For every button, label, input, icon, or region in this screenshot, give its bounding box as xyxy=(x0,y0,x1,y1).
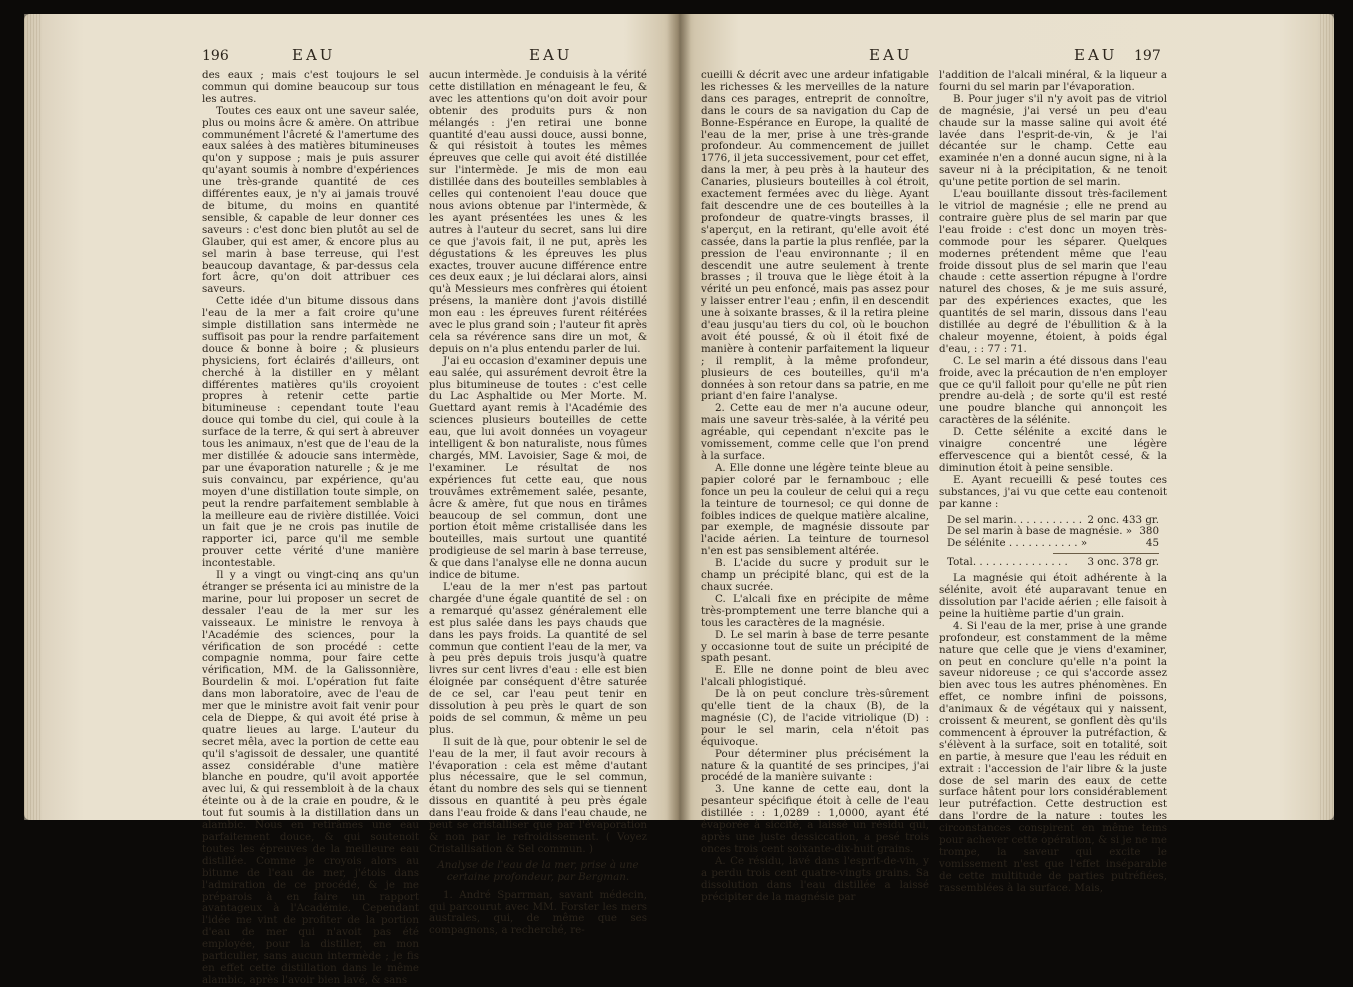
paragraph: Toutes ces eaux ont une saveur salée, plus ou moins âcre & amère. On attribue communément l'âcreté & l'amertume des eaux salées à des matières bitumineuses qu'on y suppose ; mais je puis assurer qu'ayant soumis à nombre d'expériences une très-grande quantité de ces différentes eaux, je n'y ai jamais trouvé de bitume, du moins en quantité sensible, & capable de leur donner ces saveurs : c'est donc bien plutôt au sel de Glauber, qui est amer, & encore plus au sel marin à base terreuse, qui l'est beaucoup davantage, & par-dessus cela fort âcre, qu'on doit attribuer ces saveurs. xyxy=(202,104,419,296)
paragraph: De là on peut conclure très-sûrement qu'elle tient de la chaux (B), de la magnésie (C), de l'acide vitriolique (D) : pour le sel marin, cela n'étoit pas équivoque. xyxy=(701,688,929,748)
paragraph: La magnésie qui étoit adhérente à la sélénite, avoit été auparavant tenue en dissolution par l'acide aérien ; elle faisoit à peine la huitième partie d'un grain. xyxy=(939,572,1167,620)
table-label: De sel marin. . . . . . . . . . . xyxy=(947,513,1083,526)
paragraph: Il y a vingt ou vingt-cinq ans qu'un étranger se présenta ici au ministre de la marine, pour lui proposer un secret de dessaler l'eau de la mer sur les vaisseaux. Le ministre le renvoya à l'Académie des sciences, pour la vérification de son procédé : cette compagnie nomma, pour faire cette vérification, MM. de la Galissonnière, Bourdelin & moi. L'opération fut faite dans mon laboratoire, avec de l'eau de mer que le ministre avoit fait venir pour cela de Dieppe, & qui avoit été prise à quatre lieues au large. L'auteur du secret mêla, avec la portion de cette eau qu'il s'agissoit de dessaler, une quantité assez considérable d'une matière blanche en poudre, qu'il avoit apportée avec lui, & qui ressembloit à de la chaux éteinte ou à de la craie en poudre, & le tout fut soumis à la distillation dans un alambic. Nous en retirâmes une eau parfaitement douce, & qui soutenoit toutes les épreuves de la meilleure eau distillée. Comme je croyois alors au bitume de l'eau de mer, j'étois dans l'admiration de ce procédé, & je me préparois à en faire un rapport avantageux à l'Académie. Cependant l'idée me vint de profiter de la portion d'eau de mer qui n'avoit pas été employée, pour la distiller, en mon particulier, sans aucun intermède ; je fis en effet cette distillation dans le même alambic, après l'avoir bien lavé, & sans xyxy=(202,569,419,986)
table-value: 45 xyxy=(1145,537,1159,550)
paragraph: L'eau de la mer n'est pas partout chargée d'une égale quantité de sel : on a remarqué qu'assez généralement elle est plus salée dans les pays chauds que dans les pays froids. La quantité de sel commun que contient l'eau de la mer, va à peu près depuis trois jusqu'à quatre livres sur cent livres d'eau : elle est bien éloignée par conséquent d'être saturée de ce sel, car l'eau peut tenir en dissolution à peu près le quart de son poids de sel commun, & même un peu plus. xyxy=(429,580,647,736)
right-header-left: EAU xyxy=(869,46,913,64)
section-title: Analyse de l'eau de la mer, prise à une certaine profondeur, par Bergman. xyxy=(437,858,639,883)
paragraph: 4. Si l'eau de la mer, prise à une grande profondeur, est constamment de la même nature que celle que je viens d'examiner, on peut en conclure qu'elle n'a point la saveur nidoreuse ; ce qui s'accorde assez bien avec tous les autres phénomènes. En effet, ce nombre infini de poissons, d'animaux & de végétaux qui y naissent, croissent & meurent, se gonflent dès qu'ils commencent à éprouver la putréfaction, & s'élèvent à la surface, soit en totalité, soit en partie, à mesure que l'eau les réduit en extrait : l'accession de l'air libre & la juste dose de sel marin des eaux de cette surface hâtent pour lors considérablement leur putréfaction. Cette destruction est dans l'ordre de la nature : toutes les circonstances conspirent en même tems pour achever cette opération, & si je ne me trompe, la saveur qui excite le vomissement n'est que l'effet inséparable de cette multitude de parties putréfiées, rassemblées à la surface. Mais, xyxy=(939,619,1167,894)
right-page-number: 197 xyxy=(1134,48,1161,64)
paragraph: E. Ayant recueilli & pesé toutes ces substances, j'ai vu que cette eau contenoit par kanne : xyxy=(939,473,1167,510)
paragraph: C. L'alcali fixe en précipite de même très-promptement une terre blanche qui a tous les caractères de la magnésie. xyxy=(701,592,929,629)
paragraph: B. Pour juger s'il n'y avoit pas de vitriol de magnésie, j'ai versé un peu d'eau chaude sur la masse saline qui avoit été lavée dans l'esprit-de-vin, & je l'ai décantée sur le champ. Cette eau examinée n'en a donné aucun signe, ni à la saveur ni à la précipitation, & ne tenoit qu'une petite portion de sel marin. xyxy=(939,92,1167,189)
paragraph: A. Elle donne une légère teinte bleue au papier coloré par le fernambouc ; elle fonce un peu la couleur de celui qui a reçu la teinture de tournesol; ce qui donne de foibles indices de quelque matière alcaline, par exemple, de magnésie dissoute par l'acide aérien. La teinture de tournesol n'en est pas sensiblement altérée. xyxy=(701,461,929,558)
table-row xyxy=(947,538,1159,550)
table-total-row xyxy=(947,557,1159,569)
paragraph: D. Cette sélénite a excité dans le vinaigre concentré une légère effervescence qui a bientôt cessé, & la diminution étoit à peine sensible. xyxy=(939,426,1167,474)
paragraph: A. Ce résidu, lavé dans l'esprit-de-vin, y a perdu trois cent quatre-vingts grains. Sa dissolution dans l'eau distillée a laissé précipiter de la magnésie par xyxy=(701,854,929,903)
left-column-2 xyxy=(429,69,647,937)
paragraph: L'eau bouillante dissout très-facilement le vitriol de magnésie ; elle ne prend au contraire guère plus de sel marin par que l'eau froide : c'est donc un moyen très-commode pour les séparer. Quelques modernes prétendent même que l'eau froide dissout plus de sel marin que l'eau chaude : cette assertion répugne à l'ordre naturel des choses, & je me suis assuré, par des expériences exactes, que les quantités de sel marin, dissous dans l'eau distillée au degré de l'ébullition & à la chaleur moyenne, étoient, à poids égal d'eau, : : 77 : 71. xyxy=(939,188,1167,355)
paragraph: Il suit de là que, pour obtenir le sel de l'eau de la mer, il faut avoir recours à l'évaporation : cela est même d'autant plus nécessaire, que le sel commun, étant du nombre des sels qui se tiennent dissous en quantité à peu près égale dans l'eau froide & dans l'eau chaude, ne peut se cristalliser que par l'évaporation & non par le refroidissement. ( Voyez Cristallisation & Sel commun. ) xyxy=(429,735,647,855)
left-header-right: EAU xyxy=(529,46,573,64)
paragraph: Pour déterminer plus précisément la nature & la quantité de ses principes, j'ai procédé de la manière suivante : xyxy=(701,747,929,784)
page-edge-left xyxy=(24,14,42,820)
right-column-2 xyxy=(939,69,1167,894)
table-label: De sélénite . . . . . . . . . . . » xyxy=(947,537,1088,550)
paragraph: J'ai eu occasion d'examiner depuis une eau salée, qui assurément devroit être la plus bitumineuse de toutes : c'est celle du Lac Asphaltide ou Mer Morte. M. Guettard ayant remis à l'Académie des sciences plusieurs bouteilles de cette eau, que lui avoit données un voyageur intelligent & bon naturaliste, nous fûmes chargés, MM. Lavoisier, Sage & moi, de l'examiner. Le résultat de nos expériences fut cette eau, que nous trouvâmes extrêmement salée, pesante, âcre & amère, fut que nous en tirâmes beaucoup de sel commun, dont une portion étoit même cristallisée dans les bouteilles, mais surtout une quantité prodigieuse de sel marin à base terreuse, & que dans l'analyse elle ne donna aucun indice de bitume. xyxy=(429,354,647,582)
paragraph: 2. Cette eau de mer n'a aucune odeur, mais une saveur très-salée, à la vérité peu agréable, qui cependant n'excite pas le vomissement, comme celle que l'on prend à la surface. xyxy=(701,402,929,462)
table-rule xyxy=(1053,553,1159,554)
page-edge-right xyxy=(1318,14,1334,820)
total-label: Total. . . . . . . . . . . . . . . xyxy=(947,556,1068,569)
paragraph: Cette idée d'un bitume dissous dans l'eau de la mer a fait croire qu'une simple distillation sans intermède ne suffisoit pas pour la rendre parfaitement douce & bonne à boire ; & plusieurs physiciens, fort éclairés d'ailleurs, ont cherché à la distiller en y mêlant différentes matières qu'ils croyoient propres à retenir cette partie bitumineuse : cependant toute l'eau douce qui tombe du ciel, qui coule à la surface de la terre, & qui sert à abreuver tous les animaux, n'est que de l'eau de la mer distillée & adoucie sans intermède, par une évaporation naturelle ; & je me suis convaincu, par expérience, qu'au moyen d'une distillation toute simple, on peut la rendre parfaitement semblable à la meilleure eau de rivière distillée. Voici un fait que je ne crois pas inutile de rapporter ici, parce qu'il me semble prouver cette vérité d'une manière incontestable. xyxy=(202,295,419,570)
paragraph: C. Le sel marin a été dissous dans l'eau froide, avec la précaution de n'en employer que ce qu'il falloit pour qu'elle ne pût rien prendre au-delà ; de sorte qu'il est resté une poudre blanche qui annonçoit les caractères de la sélénite. xyxy=(939,354,1167,427)
paragraph: cueilli & décrit avec une ardeur infatigable les richesses & les merveilles de la nature dans ces parages, entreprit de connoître, dans le cours de sa navigation du Cap de Bonne-Espérance en Europe, la qualité de l'eau de la mer, prise à une très-grande profondeur. Au commencement de juillet 1776, il jeta successivement, pour cet effet, dans la mer, à peu près à la hauteur des Canaries, plusieurs bouteilles à col étroit, exactement fermées avec du liège. Ayant fait descendre une de ces bouteilles à la profondeur de quatre-vingts brasses, il s'aperçut, en la retirant, qu'elle avoit été cassée, dans la partie la plus renflée, par la pression de l'eau environnante ; il en descendit une autre seulement à trente brasses ; il trouva que le liège étoit à la vérité un peu enfoncé, mais pas assez pour y laisser entrer l'eau ; enfin, il en descendit une à soixante brasses, & il la retira pleine d'eau jusqu'au tiers du col, où le bouchon avoit été poussé, & où il étoit fixé de manière à contenir parfaitement la liqueur ; il remplit, à la même profondeur, plusieurs de ces bouteilles, qu'il m'a données à son retour dans sa patrie, en me priant d'en faire l'analyse. xyxy=(701,69,929,403)
right-header-right: EAU xyxy=(1074,46,1118,64)
paragraph: 1. André Sparrman, savant médecin, qui parcourut avec MM. Forster les mers australes, qui, de même que ses compagnons, a recherché, re- xyxy=(429,888,647,937)
composition-table xyxy=(947,515,1159,570)
paragraph: B. L'acide du sucre y produit sur le champ un précipité blanc, qui est de la chaux sucrée. xyxy=(701,557,929,593)
book-gutter xyxy=(667,14,691,820)
table-label: De sel marin à base de magnésie. » xyxy=(947,525,1133,538)
paragraph: 3. Une kanne de cette eau, dont la pesanteur spécifique étoit à celle de l'eau distillée : : 1,0289 : 1,0000, ayant été évaporée à siccité, a laissé un résidu qui, après une juste dessiccation, a pesé trois onces trois cent soixante-dix-huit grains. xyxy=(701,783,929,855)
left-page-number: 196 xyxy=(202,48,229,64)
right-column-1 xyxy=(701,69,929,903)
total-value: 3 onc. 378 gr. xyxy=(1087,556,1159,569)
right-page xyxy=(679,14,1334,903)
open-book xyxy=(24,14,1334,986)
left-column-1 xyxy=(202,69,419,986)
left-page xyxy=(24,14,679,986)
paragraph: aucun intermède. Je conduisis à la vérité cette distillation en ménageant le feu, & avec les attentions qu'on doit avoir pour obtenir des produits purs & non mélangés : j'en retirai une bonne quantité d'eau aussi douce, aussi bonne, & qui résistoit à toutes les mêmes épreuves que celle qui avoit été distillée sur l'intermède. Je mis de mon eau distillée dans des bouteilles semblables à celles qui contenoient l'eau douce que nous avions obtenue par l'intermède, & les ayant présentées les unes & les autres à l'auteur du secret, sans lui dire ce que j'avois fait, il ne put, après les dégustations & les épreuves les plus exactes, trouver aucune différence entre ces deux eaux ; je lui déclarai alors, ainsi qu'à Messieurs mes confrères qui étoient présens, la manière dont j'avois distillé mon eau : les épreuves furent réitérées avec le plus grand soin ; l'auteur fit après cela sa révérence sans dire un mot, & depuis on n'a plus entendu parler de lui. xyxy=(429,69,647,355)
paragraph: D. Le sel marin à base de terre pesante y occasionne tout de suite un précipité de spath pesant. xyxy=(701,628,929,665)
table-value: 380 xyxy=(1139,525,1159,538)
table-value: 2 onc. 433 gr. xyxy=(1087,513,1159,526)
paragraph: des eaux ; mais c'est toujours le sel commun qui domine beaucoup sur tous les autres. xyxy=(202,69,419,105)
paragraph: l'addition de l'alcali minéral, & la liqueur a fourni du sel marin par l'évaporation. xyxy=(939,69,1167,93)
left-header-left: EAU xyxy=(292,46,336,64)
paragraph: E. Elle ne donne point de bleu avec l'alcali phlogistiqué. xyxy=(701,664,929,689)
